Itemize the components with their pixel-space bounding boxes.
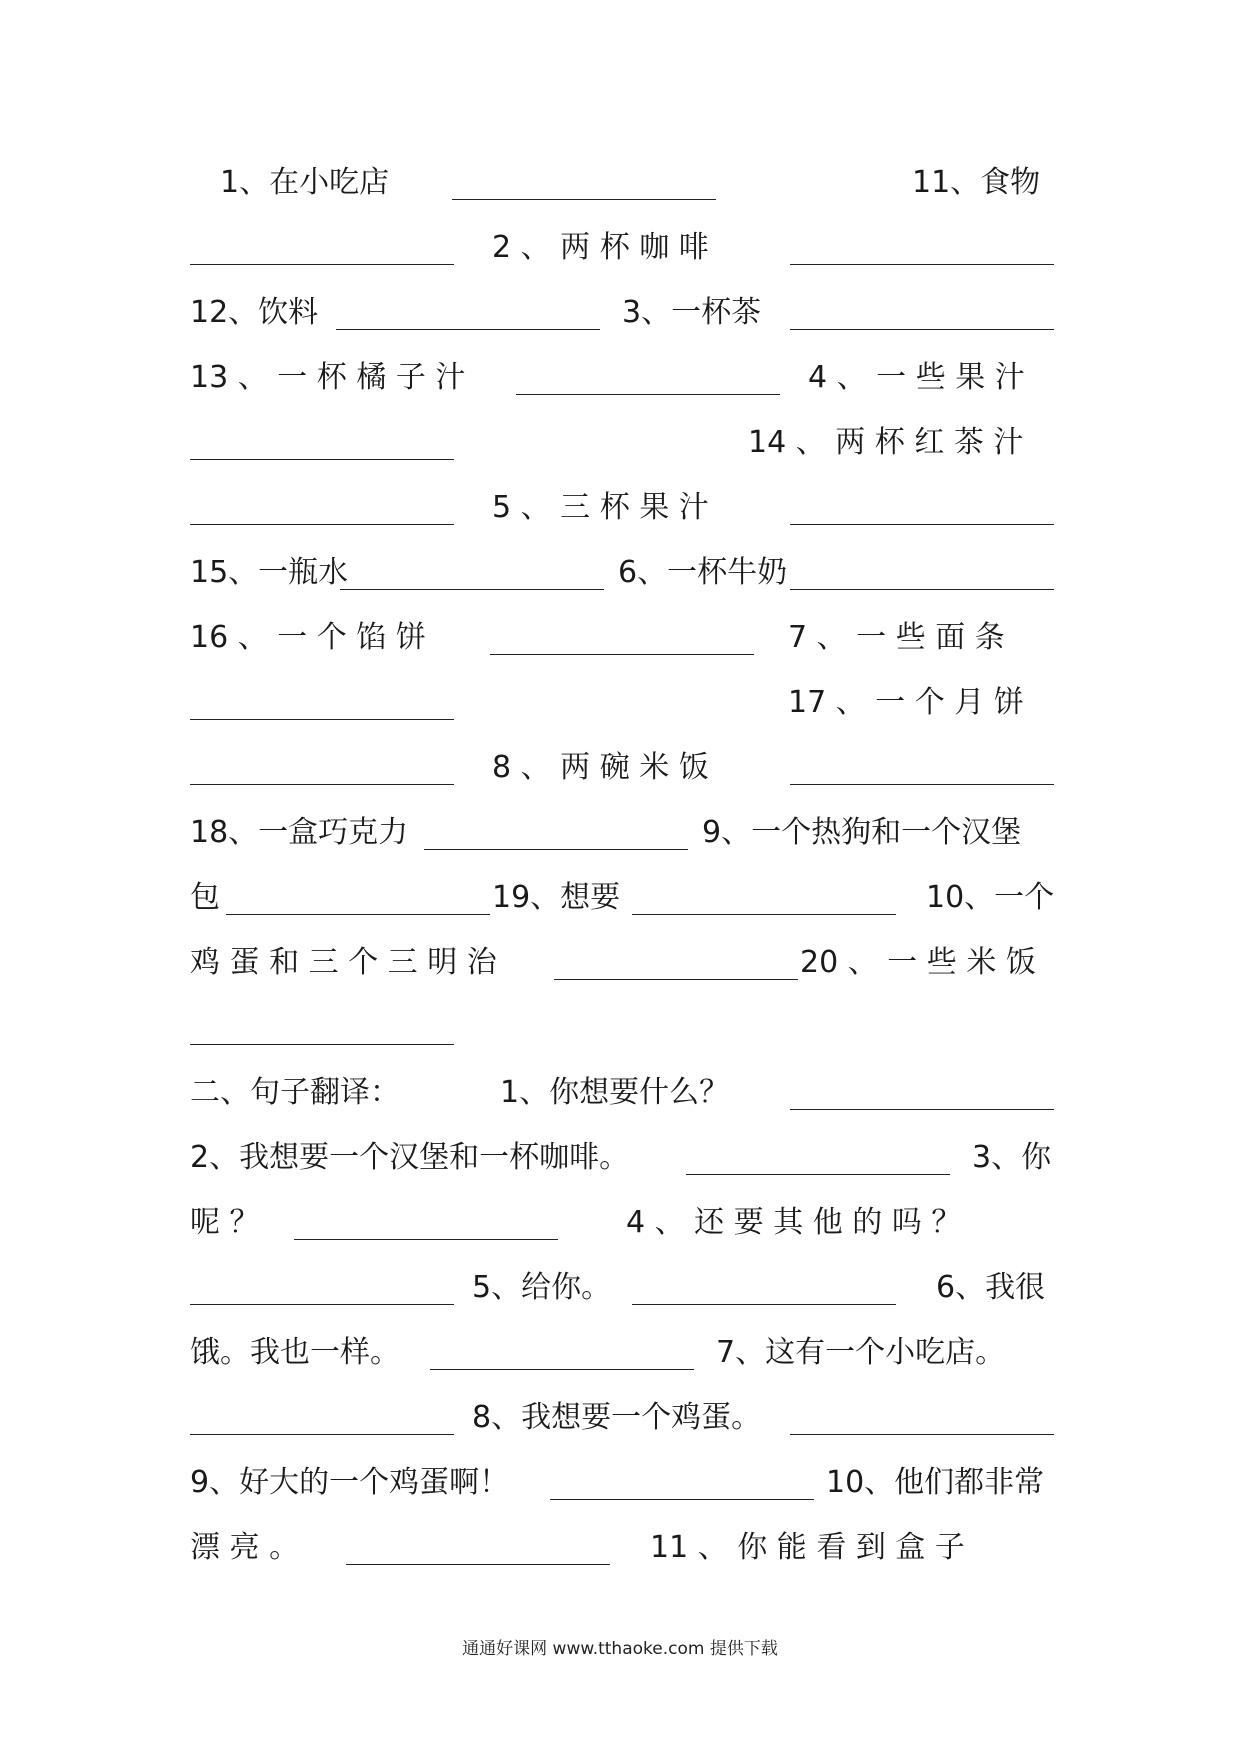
sentence-item: 漂 亮 。 <box>190 1530 300 1565</box>
answer-blank[interactable] <box>346 1564 610 1565</box>
sentence-item: 10、他们都非常 <box>826 1465 1045 1500</box>
answer-blank[interactable] <box>190 459 454 460</box>
vocab-line <box>190 870 1060 926</box>
translation-line <box>190 1260 1060 1316</box>
sentence-item: 饿。我也一样。 <box>190 1335 400 1370</box>
answer-blank[interactable] <box>452 199 716 200</box>
answer-blank[interactable] <box>790 1434 1054 1435</box>
vocab-item: 3、一杯茶 <box>622 295 762 330</box>
vocab-line <box>190 480 1060 536</box>
sentence-item: 3、你 <box>972 1140 1052 1175</box>
vocab-line <box>190 155 1060 211</box>
answer-blank[interactable] <box>340 589 604 590</box>
answer-blank[interactable] <box>790 589 1054 590</box>
vocab-item: 12、饮料 <box>190 295 319 330</box>
answer-blank[interactable] <box>490 654 754 655</box>
vocab-item: 5 、 三 杯 果 汁 <box>492 490 709 525</box>
vocab-item: 鸡 蛋 和 三 个 三 明 治 <box>190 945 497 980</box>
vocab-item: 14 、 两 杯 红 茶 汁 <box>748 425 1024 460</box>
vocab-line <box>190 610 1060 666</box>
vocab-item: 19、想要 <box>492 880 621 915</box>
sentence-item: 5、给你。 <box>472 1270 612 1305</box>
vocab-item: 16 、 一 个 馅 饼 <box>190 620 426 655</box>
vocab-item: 4 、 一 些 果 汁 <box>808 360 1025 395</box>
answer-blank[interactable] <box>190 784 454 785</box>
sentence-item: 11 、 你 能 看 到 盒 子 <box>650 1530 965 1565</box>
answer-blank[interactable] <box>516 394 780 395</box>
vocab-line <box>190 285 1060 341</box>
vocab-item: 1、在小吃店 <box>220 165 390 200</box>
vocab-line <box>190 220 1060 276</box>
page-footer: 通通好课网 www.tthaoke.com 提供下载 <box>462 1639 778 1659</box>
answer-blank[interactable] <box>632 1304 896 1305</box>
answer-blank[interactable] <box>190 1434 454 1435</box>
answer-blank[interactable] <box>790 524 1054 525</box>
vocab-line <box>190 675 1060 731</box>
vocab-line <box>190 545 1060 601</box>
sentence-item: 4 、 还 要 其 他 的 吗 ？ <box>626 1205 962 1240</box>
vocab-item: 13 、 一 杯 橘 子 汁 <box>190 360 466 395</box>
answer-blank[interactable] <box>790 329 1054 330</box>
vocab-item: 15、一瓶水 <box>190 555 349 590</box>
vocab-item: 10、一个 <box>926 880 1055 915</box>
answer-blank[interactable] <box>424 849 688 850</box>
answer-blank[interactable] <box>190 1304 454 1305</box>
sentence-item: 6、我很 <box>936 1270 1046 1305</box>
answer-blank[interactable] <box>190 524 454 525</box>
vocab-item: 18、一盒巧克力 <box>190 815 409 850</box>
sentence-item: 1、你想要什么？ <box>500 1075 730 1110</box>
vocab-line <box>190 1000 1060 1056</box>
answer-blank[interactable] <box>632 914 896 915</box>
translation-line <box>190 1195 1060 1251</box>
translation-line <box>190 1065 1060 1121</box>
answer-blank[interactable] <box>790 264 1054 265</box>
translation-line <box>190 1520 1060 1576</box>
vocab-line <box>190 350 1060 406</box>
sentence-item: 呢 ？ <box>190 1205 260 1240</box>
sentence-item: 9、好大的一个鸡蛋啊！ <box>190 1465 510 1500</box>
translation-line <box>190 1455 1060 1511</box>
vocab-line <box>190 935 1060 991</box>
vocab-line <box>190 805 1060 861</box>
translation-line <box>190 1390 1060 1446</box>
answer-blank[interactable] <box>190 264 454 265</box>
vocab-item: 11、食物 <box>912 165 1041 200</box>
vocab-item: 7 、 一 些 面 条 <box>788 620 1005 655</box>
vocab-item: 6、一杯牛奶 <box>618 555 788 590</box>
answer-blank[interactable] <box>554 979 798 980</box>
translation-line <box>190 1130 1060 1186</box>
translation-line <box>190 1325 1060 1381</box>
answer-blank[interactable] <box>790 784 1054 785</box>
section-heading: 二、句子翻译： <box>190 1075 400 1110</box>
answer-blank[interactable] <box>190 1044 454 1045</box>
answer-blank[interactable] <box>686 1174 950 1175</box>
answer-blank[interactable] <box>550 1499 814 1500</box>
vocab-item: 包 <box>190 880 220 915</box>
vocab-line <box>190 415 1060 471</box>
answer-blank[interactable] <box>226 914 490 915</box>
answer-blank[interactable] <box>336 329 600 330</box>
vocab-item: 2 、 两 杯 咖 啡 <box>492 230 709 265</box>
vocab-item: 8 、 两 碗 米 饭 <box>492 750 709 785</box>
vocab-item: 9、一个热狗和一个汉堡 <box>702 815 1022 850</box>
sentence-item: 7、这有一个小吃店。 <box>716 1335 1006 1370</box>
vocab-item: 17 、 一 个 月 饼 <box>788 685 1024 720</box>
answer-blank[interactable] <box>190 719 454 720</box>
answer-blank[interactable] <box>790 1109 1054 1110</box>
vocab-item: 20 、 一 些 米 饭 <box>800 945 1036 980</box>
vocab-line <box>190 740 1060 796</box>
sentence-item: 8、我想要一个鸡蛋。 <box>472 1400 762 1435</box>
sentence-item: 2、我想要一个汉堡和一杯咖啡。 <box>190 1140 630 1175</box>
answer-blank[interactable] <box>294 1239 558 1240</box>
answer-blank[interactable] <box>430 1369 694 1370</box>
